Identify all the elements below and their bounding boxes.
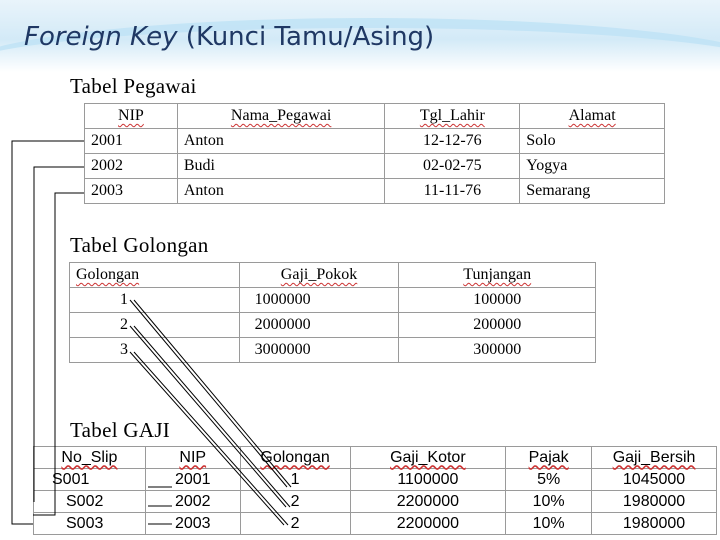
gaji-cell: 2002 <box>145 491 240 513</box>
gaji-table <box>33 446 717 535</box>
golongan-table <box>69 262 596 363</box>
table-row <box>34 513 717 535</box>
golongan-header-gaji-pokok: Gaji_Pokok <box>239 263 399 288</box>
pegawai-header-tgl: Tgl_Lahir <box>385 104 520 129</box>
pegawai-cell: Yogya <box>520 154 665 179</box>
table-row <box>34 491 717 513</box>
gaji-header-gaji-bersih: Gaji_Bersih <box>592 447 717 469</box>
slide-title <box>24 22 434 52</box>
golongan-cell: 3000000 <box>239 338 399 363</box>
gaji-cell: 1 <box>240 469 350 491</box>
golongan-cell: 3 <box>70 338 240 363</box>
pegawai-cell: 2001 <box>85 129 178 154</box>
gaji-header-gaji-kotor: Gaji_Kotor <box>350 447 506 469</box>
pegawai-cell: 12-12-76 <box>385 129 520 154</box>
gaji-cell: 2003 <box>145 513 240 535</box>
slide-title-rest: (Kunci Tamu/Asing) <box>177 22 435 52</box>
golongan-cell: 1000000 <box>239 288 399 313</box>
pegawai-cell: 02-02-75 <box>385 154 520 179</box>
pegawai-caption: Tabel Pegawai <box>70 74 197 98</box>
gaji-cell: 1980000 <box>592 513 717 535</box>
gaji-header-nip: NIP <box>145 447 240 469</box>
golongan-caption: Tabel Golongan <box>70 233 209 257</box>
gaji-cell: S002 <box>34 491 146 513</box>
gaji-cell: 1045000 <box>592 469 717 491</box>
gaji-cell: S003 <box>34 513 146 535</box>
gaji-cell: 2 <box>240 513 350 535</box>
pegawai-cell: Semarang <box>520 179 665 204</box>
golongan-cell: 300000 <box>399 338 596 363</box>
table-row <box>70 338 596 363</box>
pegawai-cell: 11-11-76 <box>385 179 520 204</box>
golongan-cell: 2 <box>70 313 240 338</box>
gaji-cell: 2001 <box>145 469 240 491</box>
golongan-header-row <box>70 263 596 288</box>
gaji-header-golongan: Golongan <box>240 447 350 469</box>
pegawai-header-row <box>85 104 665 129</box>
gaji-cell: 2200000 <box>350 491 506 513</box>
pegawai-header-nip: NIP <box>85 104 178 129</box>
pegawai-table <box>84 103 665 204</box>
table-row <box>70 313 596 338</box>
pegawai-cell: 2002 <box>85 154 178 179</box>
gaji-cell: 1980000 <box>592 491 717 513</box>
pegawai-cell: Anton <box>177 179 385 204</box>
golongan-header-golongan: Golongan <box>70 263 240 288</box>
pegawai-cell: Anton <box>177 129 385 154</box>
gaji-header-pajak: Pajak <box>506 447 592 469</box>
golongan-header-tunjangan: Tunjangan <box>399 263 596 288</box>
table-row <box>70 288 596 313</box>
gaji-cell: 1100000 <box>350 469 506 491</box>
table-row <box>34 469 717 491</box>
gaji-cell: 10% <box>506 491 592 513</box>
table-row <box>85 129 665 154</box>
table-row <box>85 154 665 179</box>
gaji-header-no-slip: No_Slip <box>34 447 146 469</box>
golongan-cell: 200000 <box>399 313 596 338</box>
table-row <box>85 179 665 204</box>
gaji-cell: 10% <box>506 513 592 535</box>
gaji-header-row <box>34 447 717 469</box>
slide-title-italic: Foreign Key <box>24 22 178 52</box>
gaji-cell: 2 <box>240 491 350 513</box>
gaji-cell: 5% <box>506 469 592 491</box>
golongan-cell: 1 <box>70 288 240 313</box>
gaji-cell: S001 <box>34 469 146 491</box>
pegawai-header-nama: Nama_Pegawai <box>177 104 385 129</box>
gaji-caption: Tabel GAJI <box>70 418 171 442</box>
gaji-cell: 2200000 <box>350 513 506 535</box>
pegawai-cell: Solo <box>520 129 665 154</box>
pegawai-header-alamat: Alamat <box>520 104 665 129</box>
pegawai-cell: 2003 <box>85 179 178 204</box>
pegawai-cell: Budi <box>177 154 385 179</box>
golongan-cell: 100000 <box>399 288 596 313</box>
golongan-cell: 2000000 <box>239 313 399 338</box>
